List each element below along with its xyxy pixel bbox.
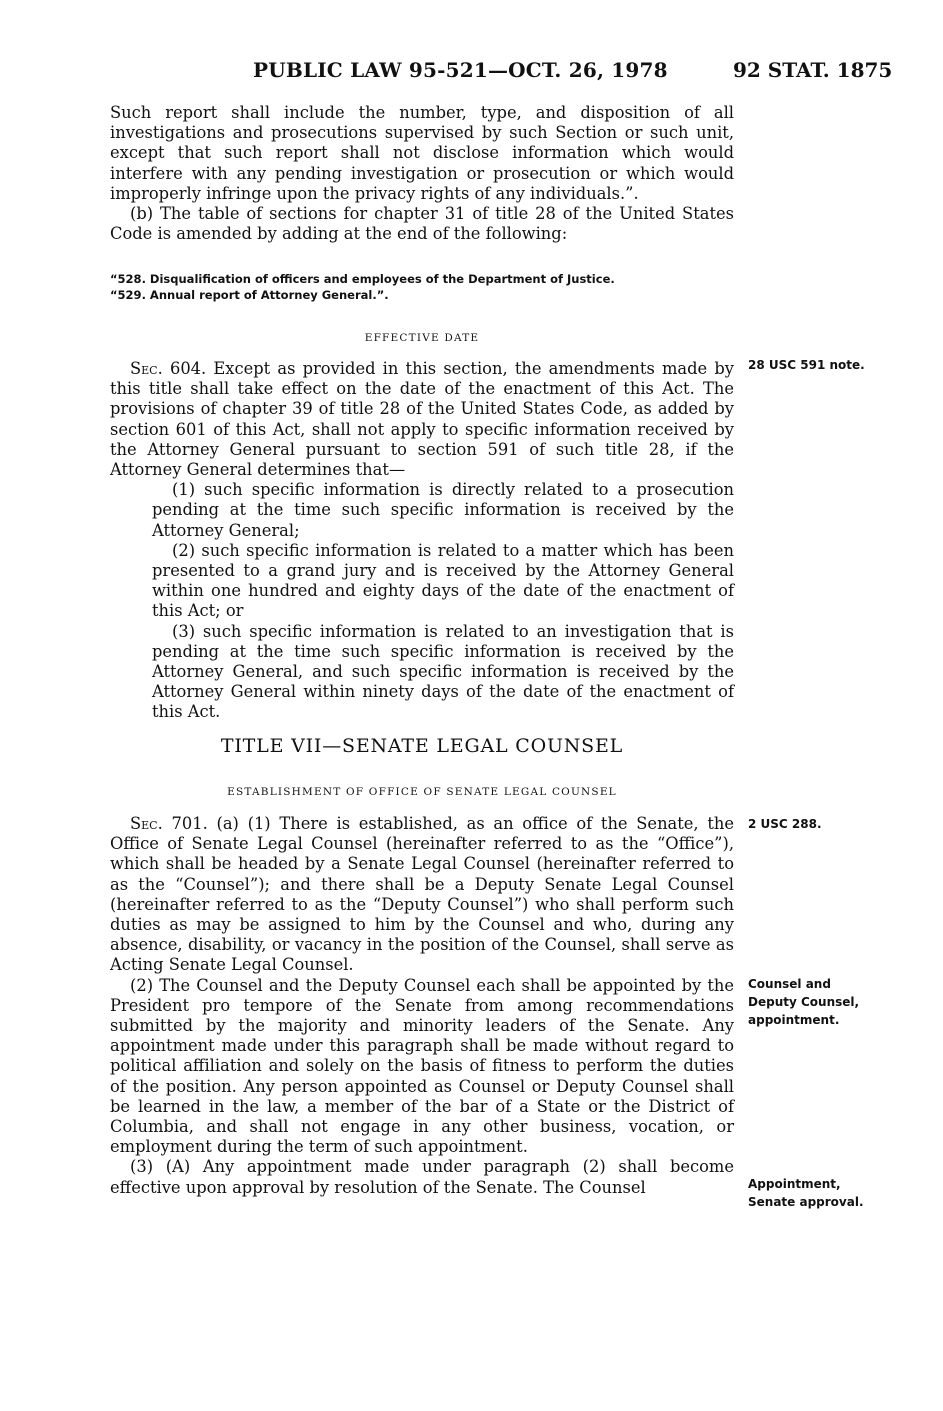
sec-604-item-3: (3) such specific information is related to an investigation that is pending at the time such specific information is received by the Attorney General, and such specific information is received by the Attorney General within ninety days of the date of the enactment of this Act. <box>152 621 734 722</box>
margin-note-line: Senate approval. <box>748 1195 864 1209</box>
sec-604-item-2: (2) such specific information is related to a matter which has been presented to a grand jury and is received by the Attorney General within one hundred and eighty days of the date of the enactment of this Act; or <box>152 540 734 621</box>
margin-note-line: Counsel and <box>748 977 831 991</box>
heading-effective-date-wrap <box>110 328 734 348</box>
margin-note-line: Appointment, <box>748 1177 841 1191</box>
toc-entry-529: “529. Annual report of Attorney General.”. <box>110 288 389 302</box>
toc-entry-528: “528. Disqualification of officers and employees of the Department of Justice. <box>110 272 615 286</box>
paragraph-table-of-sections: (b) The table of sections for chapter 31 of title 28 of the United States Code is amended by adding at the end of the following: <box>110 204 734 244</box>
title-vii-heading: TITLE VII—SENATE LEGAL COUNSEL <box>220 735 624 757</box>
paragraph-sec-701-a1 <box>110 814 734 976</box>
sec-label: Sec. <box>130 814 163 833</box>
margin-note-counsel-appointment <box>748 975 859 1029</box>
running-header-title: PUBLIC LAW 95-521—OCT. 26, 1978 <box>253 58 668 82</box>
paragraph-sec-701-a3: (3) (A) Any appointment made under paragraph (2) shall become effective upon approval by resolution of the Senate. The Counsel <box>110 1157 734 1197</box>
section-701 <box>110 814 734 1198</box>
running-header-page: 92 STAT. 1875 <box>733 58 893 82</box>
paragraph-report: Such report shall include the number, type, and disposition of all investigations and prosecutions supervised by such Section or such unit, except that such report shall not disclose information which would interfere with any pending investigation or prosecution or which would improperly infringe upon the privacy rights of any individuals.”. <box>110 103 734 203</box>
heading-establishment: ESTABLISHMENT OF OFFICE OF SENATE LEGAL COUNSEL <box>227 786 617 798</box>
margin-note-senate-approval <box>748 1175 864 1211</box>
heading-establishment-wrap <box>110 782 734 802</box>
paragraph-sec-701-a2: (2) The Counsel and the Deputy Counsel each shall be appointed by the President pro tempore of the Senate from among recommendations submitted by the majority and minority leaders of the Senate. Any appointment made under this paragraph shall be made without regard to political affiliation and solely on the basis of fitness to perform the duties of the position. Any person appointed as Counsel or Deputy Counsel shall be learned in the law, a member of the bar of a State or the District of Columbia, and shall not engage in any other business, vocation, or employment during the term of such appointment. <box>110 975 734 1157</box>
margin-note-line: appointment. <box>748 1013 840 1027</box>
sec-701-text: 701. (a) (1) There is established, as an office of the Senate, the Office of Senate Legal Counsel (hereinafter referred to as the “Office”), which shall be headed by a Senate Legal Counsel (hereinafter referred to as the “Counsel”); and there shall be a Deputy Senate Legal Counsel (hereinafter referred to as the “Deputy Counsel”) who shall perform such duties as may be assigned to him by the Counsel and who, during any absence, disability, or vacancy in the position of the Counsel, shall serve as Acting Senate Legal Counsel. <box>110 814 734 975</box>
heading-effective-date: EFFECTIVE DATE <box>364 332 480 344</box>
margin-note-line: Deputy Counsel, <box>748 995 860 1009</box>
margin-note-2-usc-288: 2 USC 288. <box>748 817 822 831</box>
sec-604-item-1: (1) such specific information is directly related to a prosecution pending at the time such specific information is received by the Attorney General; <box>152 480 734 540</box>
paragraph-sec-604 <box>110 359 734 480</box>
section-604 <box>110 359 734 723</box>
section-block-report <box>110 103 734 244</box>
sec-label: Sec. <box>130 359 163 378</box>
sec-604-text: 604. Except as provided in this section, the amendments made by this title shall take effect on the date of the enactment of this Act. The provisions of chapter 39 of title 28 of the United States Code, as added by section 601 of this Act, shall not apply to specific information received by the Attorney General pursuant to section 591 of such title 28, if the Attorney General determines that— <box>110 359 734 480</box>
table-of-sections-list <box>110 271 734 303</box>
margin-note-28-usc-591: 28 USC 591 note. <box>748 358 865 372</box>
